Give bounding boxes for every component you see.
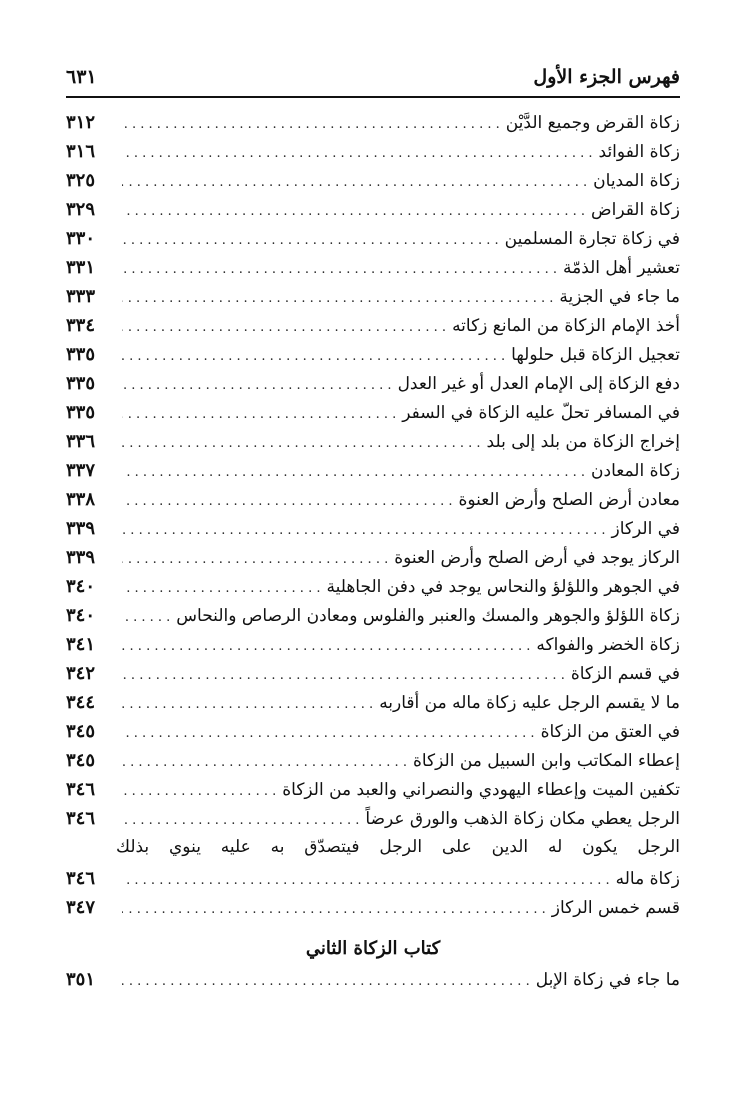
toc-entry	[66, 969, 680, 998]
toc-entry-page: ٣١٢	[66, 112, 96, 133]
dot-leader	[122, 232, 499, 252]
toc-entry-label: في زكاة تجارة المسلمين	[504, 229, 680, 249]
toc-entry-label: في المسافر تحلّ عليه الزكاة في السفر	[402, 403, 680, 423]
dot-leader	[122, 725, 535, 745]
toc-entry	[66, 373, 680, 402]
toc-entry	[66, 576, 680, 605]
page-number: ٦٣١	[66, 66, 97, 88]
dot-leader	[122, 203, 585, 223]
dot-leader	[122, 348, 505, 368]
toc-entry-page: ٣٤٥	[66, 750, 96, 771]
toc-entry	[66, 897, 680, 926]
toc-entry-label: في الجوهر واللؤلؤ والنحاس يوجد في دفن الجاهلية	[326, 577, 680, 597]
toc-entry-label: في الركاز	[611, 519, 680, 539]
dot-leader	[122, 377, 392, 397]
toc-entry	[66, 779, 680, 808]
toc-entry-label: قسم خمس الركاز	[551, 898, 680, 918]
toc-entry	[66, 170, 680, 199]
toc-entry-page: ٣١٦	[66, 141, 96, 162]
toc-entry-label: زكاة ماله	[615, 869, 680, 889]
toc-entry-label: الركاز يوجد في أرض الصلح وأرض العنوة	[394, 548, 680, 568]
toc-entry	[66, 692, 680, 721]
toc-entry-label: زكاة القرض وجميع الدَّيْن	[505, 113, 680, 133]
toc-entry-label: تعشير أهل الذمّة	[562, 258, 680, 278]
toc-entry	[66, 634, 680, 663]
toc-entry-page: ٣٣٥	[66, 373, 96, 394]
toc-entry	[66, 808, 680, 837]
toc-entry-label: ما لا يقسم الرجل عليه زكاة ماله من أقاربه	[379, 693, 680, 713]
toc-entry-page: ٣٣٠	[66, 228, 96, 249]
toc-entry	[66, 605, 680, 634]
dot-leader	[122, 261, 557, 281]
toc-entry-label: زكاة الخضر والفواكه	[536, 635, 680, 655]
toc-entry-label: الرجل يعطي مكان زكاة الذهب والورق عرضاً	[365, 809, 680, 829]
dot-leader	[122, 493, 452, 513]
toc-entry-page: ٣٤٦	[66, 808, 96, 829]
dot-leader	[122, 872, 610, 892]
toc-entry-continued-line	[66, 837, 680, 868]
toc-entry-page: ٣٣٣	[66, 286, 96, 307]
toc-entry-page: ٣٢٥	[66, 170, 96, 191]
toc-entry	[66, 112, 680, 141]
toc-entry-label: زكاة المديان	[593, 171, 680, 191]
dot-leader	[122, 464, 585, 484]
section-heading: كتاب الزكاة الثاني	[305, 938, 441, 959]
toc-entry-label: زكاة المعادن	[591, 461, 680, 481]
toc-entry	[66, 199, 680, 228]
dot-leader	[122, 973, 530, 993]
toc-entry-label: إخراج الزكاة من بلد إلى بلد	[486, 432, 680, 452]
toc-entry-label: الرجل يكون له الدين على الرجل فيتصدّق به عليه ينوي بذلك	[116, 837, 680, 857]
dot-leader	[122, 901, 546, 921]
toc-entry-page: ٣٥١	[66, 969, 96, 990]
toc-entry	[66, 518, 680, 547]
dot-leader	[122, 754, 407, 774]
toc-entry	[66, 721, 680, 750]
toc-entry-label: في العتق من الزكاة	[540, 722, 680, 742]
toc-entry-label: معادن أرض الصلح وأرض العنوة	[458, 490, 680, 510]
page-header	[66, 58, 680, 98]
toc-entry-label: زكاة القراض	[591, 200, 680, 220]
toc-entry	[66, 315, 680, 344]
dot-leader	[122, 145, 593, 165]
toc-entry-page: ٣٤٦	[66, 779, 96, 800]
dot-leader	[122, 174, 587, 194]
toc-entry	[66, 750, 680, 779]
dot-leader	[122, 638, 530, 658]
toc-entry-label: دفع الزكاة إلى الإمام العدل أو غير العدل	[397, 374, 680, 394]
running-title: فهرس الجزء الأول	[533, 66, 680, 88]
dot-leader	[122, 406, 396, 426]
toc-entry-page: ٣٤٤	[66, 692, 96, 713]
toc-entry-page: ٣٤٢	[66, 663, 96, 684]
dot-leader	[122, 812, 359, 832]
dot-leader	[122, 435, 481, 455]
toc-entry-label: تكفين الميت وإعطاء اليهودي والنصراني والعبد من الزكاة	[282, 780, 680, 800]
toc-entry-page: ٣٣١	[66, 257, 96, 278]
dot-leader	[122, 783, 276, 803]
toc-entry-page: ٣٤٥	[66, 721, 96, 742]
toc-entry	[66, 257, 680, 286]
toc-entry	[66, 547, 680, 576]
toc-entry	[66, 489, 680, 518]
dot-leader	[122, 667, 565, 687]
dot-leader	[122, 116, 500, 136]
toc-entry	[66, 663, 680, 692]
toc-entry-page: ٣٤٠	[66, 576, 96, 597]
toc-entry	[66, 460, 680, 489]
dot-leader	[122, 319, 446, 339]
toc-entry	[66, 344, 680, 373]
toc-entry-label: زكاة اللؤلؤ والجوهر والمسك والعنبر والفلوس ومعادن الرصاص والنحاس	[176, 606, 680, 626]
toc-entry-page: ٣٣٩	[66, 547, 96, 568]
table-of-contents	[66, 112, 680, 998]
toc-entry	[66, 228, 680, 257]
toc-entry-label: إعطاء المكاتب وابن السبيل من الزكاة	[412, 751, 680, 771]
toc-entry-page: ٣٣٦	[66, 431, 96, 452]
dot-leader	[122, 551, 388, 571]
toc-entry-page: ٣٤٠	[66, 605, 96, 626]
toc-entry-page: ٣٣٧	[66, 460, 96, 481]
toc-entry-label: ما جاء في زكاة الإبل	[535, 970, 680, 990]
toc-entry-label: أخذ الإمام الزكاة من المانع زكاته	[452, 316, 680, 336]
dot-leader	[122, 580, 320, 600]
toc-entry-page: ٣٤١	[66, 634, 96, 655]
toc-entry	[66, 868, 680, 897]
toc-entry-page: ٣٣٩	[66, 518, 96, 539]
toc-entry-page: ٣٤٧	[66, 897, 96, 918]
index-page	[66, 58, 680, 998]
toc-entry-label: تعجيل الزكاة قبل حلولها	[511, 345, 680, 365]
toc-entry-page: ٣٢٩	[66, 199, 96, 220]
toc-entry-label: زكاة الفوائد	[598, 142, 680, 162]
toc-entry	[66, 431, 680, 460]
dot-leader	[122, 609, 170, 629]
toc-entry-label: في قسم الزكاة	[570, 664, 680, 684]
toc-entry-page: ٣٣٨	[66, 489, 96, 510]
toc-entry-page: ٣٣٤	[66, 315, 96, 336]
toc-entry	[66, 141, 680, 170]
toc-entry-label: ما جاء في الجزية	[559, 287, 680, 307]
toc-entry	[66, 402, 680, 431]
dot-leader	[122, 522, 606, 542]
dot-leader	[122, 290, 553, 310]
dot-leader	[122, 696, 373, 716]
toc-entry-page: ٣٣٥	[66, 344, 96, 365]
toc-entry-page: ٣٤٦	[66, 868, 96, 889]
toc-entry-page: ٣٣٥	[66, 402, 96, 423]
toc-entry	[66, 286, 680, 315]
